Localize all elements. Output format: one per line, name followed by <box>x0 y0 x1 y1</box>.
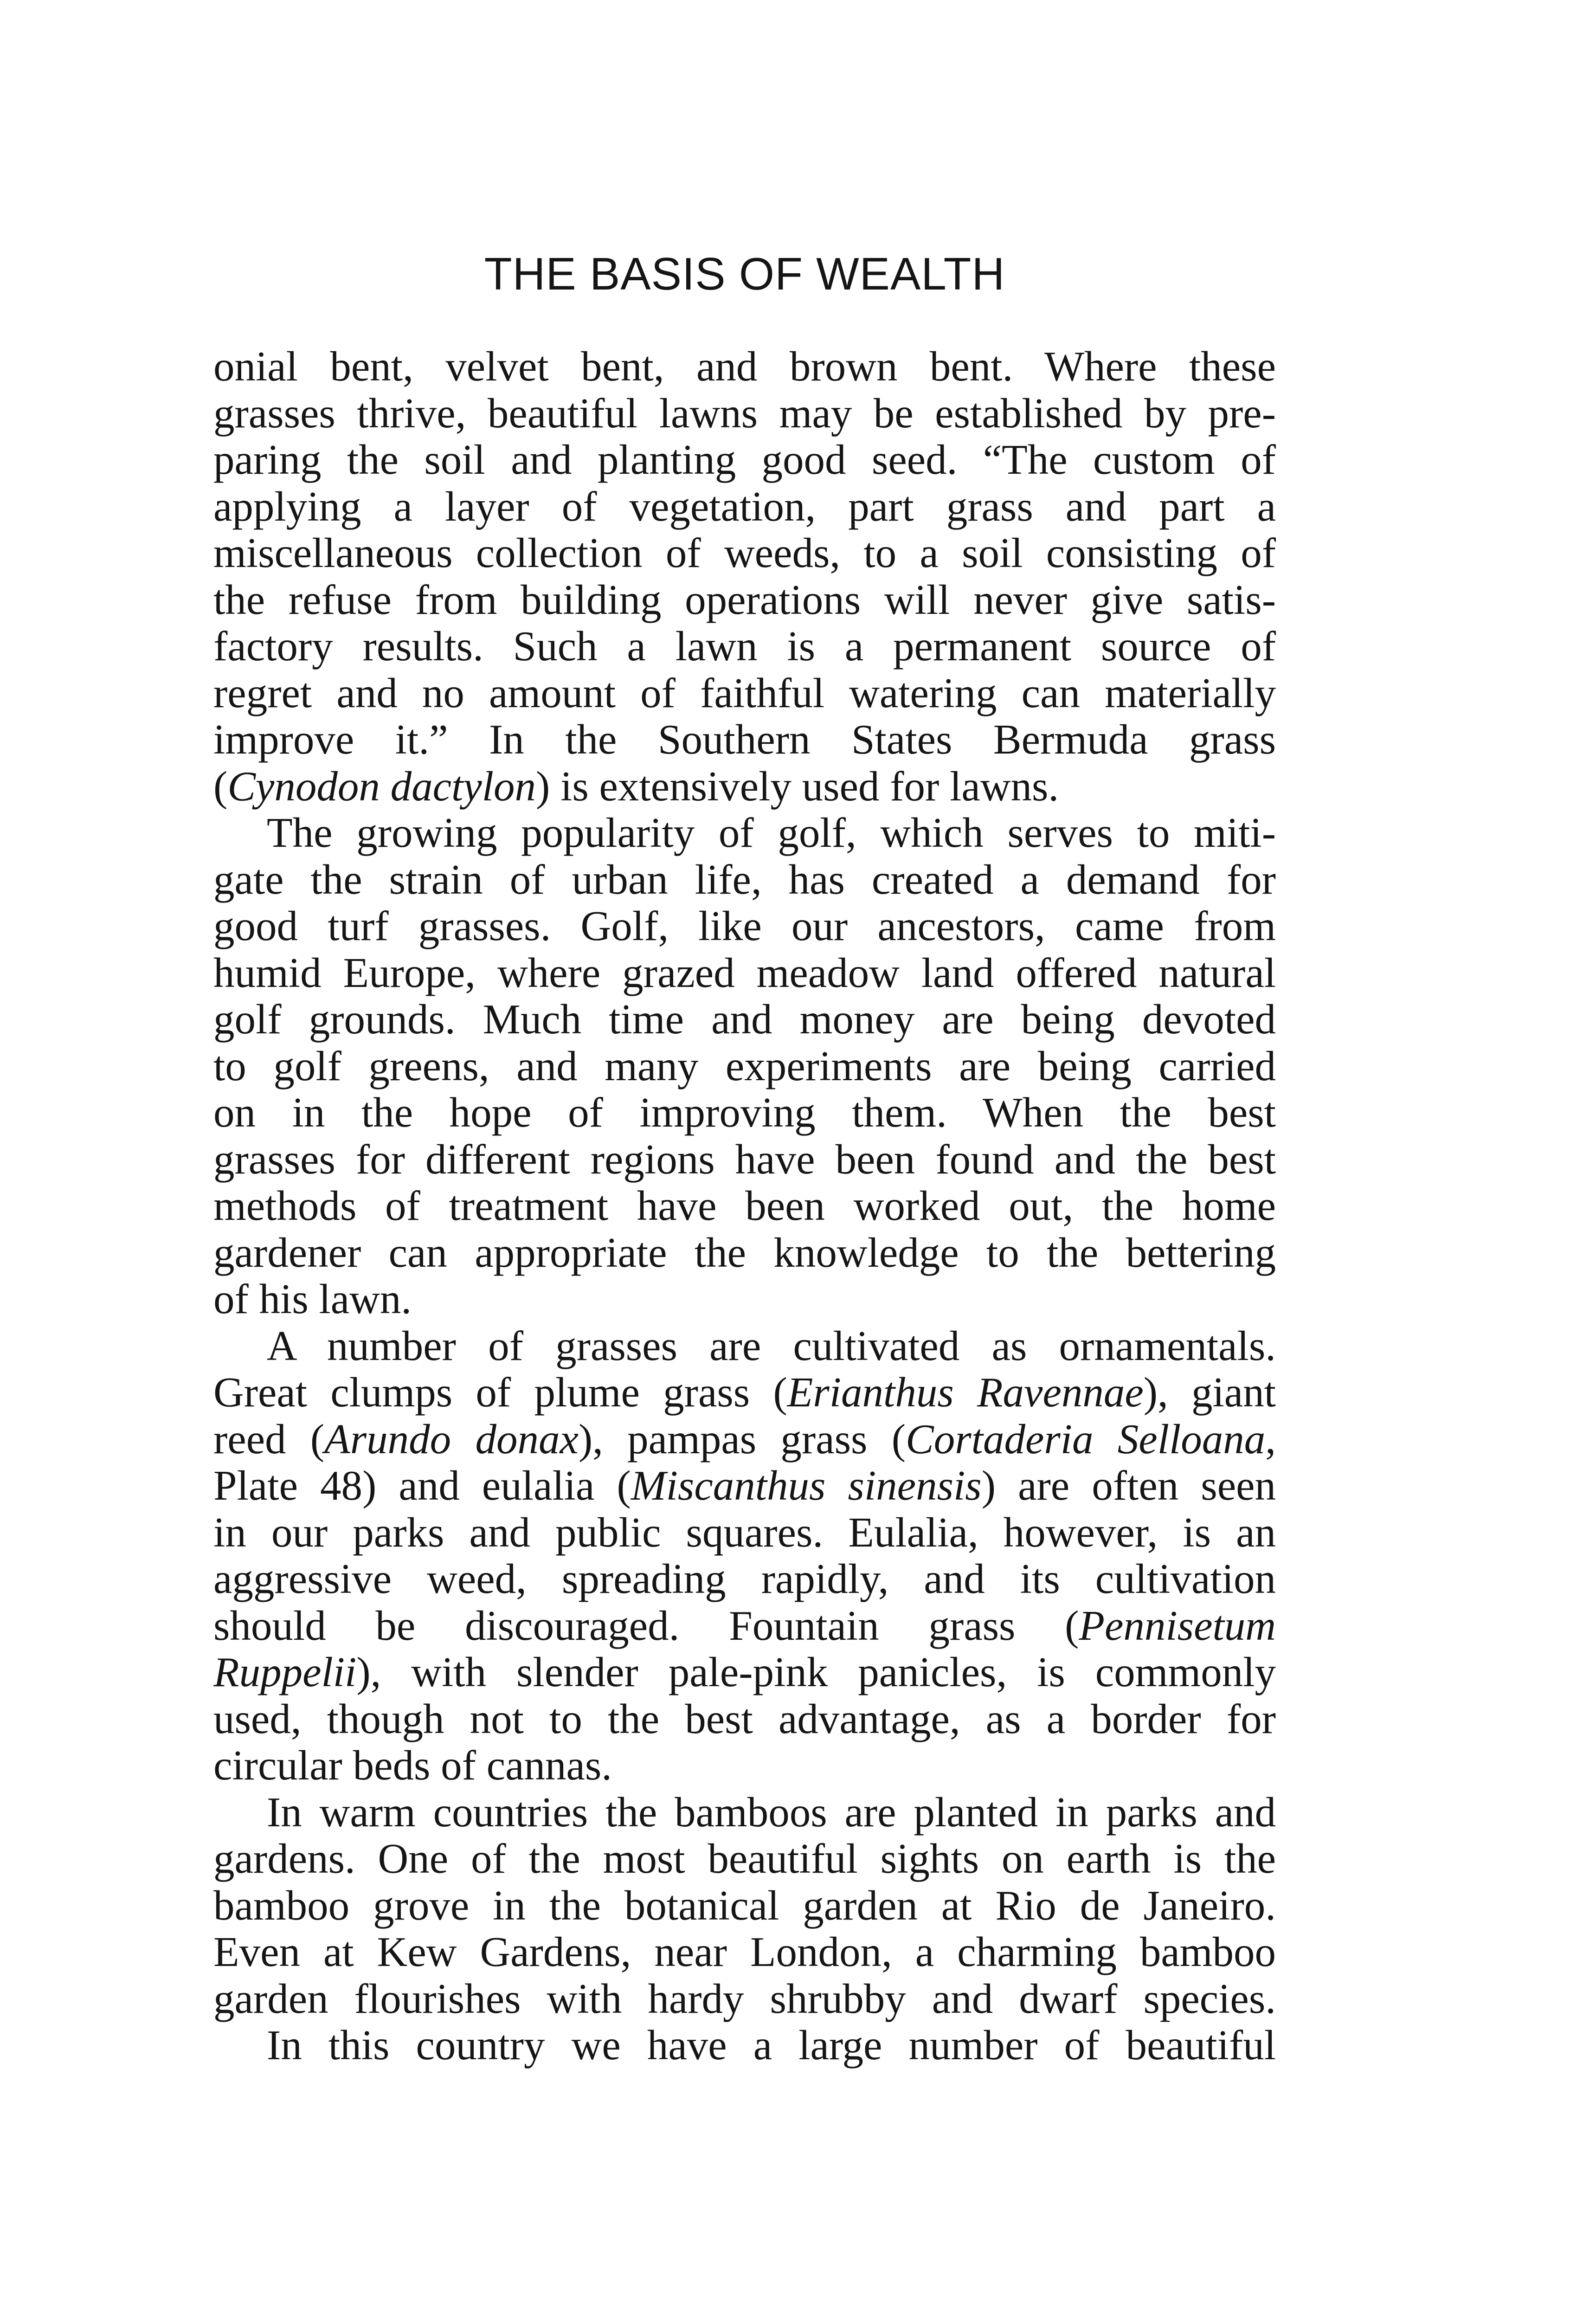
text-line: to golf greens, and many experiments are being carried <box>213 1043 1276 1089</box>
text-line: bamboo grove in the botanical garden at Rio de Janeiro. <box>213 1882 1276 1929</box>
text-line: should be discouraged. Fountain grass (Pennisetum <box>213 1602 1276 1649</box>
body-text <box>213 343 1276 2069</box>
text-line: reed (Arundo donax), pampas grass (Cortaderia Selloana, <box>213 1416 1276 1463</box>
running-head: THE BASIS OF WEALTH <box>484 248 1005 299</box>
text-line: miscellaneous collection of weeds, to a soil consisting of <box>213 530 1276 576</box>
text-line: methods of treatment have been worked out, the home <box>213 1183 1276 1229</box>
text-line: factory results. Such a lawn is a permanent source of <box>213 623 1276 670</box>
text-line: A number of grasses are cultivated as ornamentals. <box>267 1322 1276 1369</box>
text-line: aggressive weed, spreading rapidly, and its cultivation <box>213 1556 1276 1602</box>
text-line: Plate 48) and eulalia (Miscanthus sinensis) are often seen <box>213 1463 1276 1509</box>
text-line: on in the hope of improving them. When the best <box>213 1089 1276 1136</box>
text-line: Great clumps of plume grass (Erianthus Ravennae), giant <box>213 1369 1276 1416</box>
text-line: circular beds of cannas. <box>213 1742 612 1789</box>
text-line: improve it.” In the Southern States Bermuda grass <box>213 716 1276 763</box>
text-line: paring the soil and planting good seed. “The custom of <box>213 437 1276 483</box>
text-line: good turf grasses. Golf, like our ancestors, came from <box>213 903 1276 949</box>
text-line: grasses for different regions have been found and the best <box>213 1136 1276 1183</box>
text-line: gardens. One of the most beautiful sights on earth is the <box>213 1836 1276 1882</box>
text-line: In warm countries the bamboos are planted in parks and <box>267 1789 1276 1836</box>
text-line: Even at Kew Gardens, near London, a charming bamboo <box>213 1929 1276 1975</box>
text-line: humid Europe, where grazed meadow land offered natural <box>213 949 1276 996</box>
text-line: of his lawn. <box>213 1276 412 1322</box>
text-line: applying a layer of vegetation, part grass and part a <box>213 483 1276 530</box>
text-line: In this country we have a large number of beautiful <box>267 2022 1276 2069</box>
text-line: onial bent, velvet bent, and brown bent. Where these <box>213 343 1276 390</box>
text-line: in our parks and public squares. Eulalia, however, is an <box>213 1509 1276 1556</box>
text-line: regret and no amount of faithful watering can materially <box>213 670 1276 716</box>
text-line: Ruppelii), with slender pale-pink panicles, is commonly <box>213 1649 1276 1695</box>
text-line: golf grounds. Much time and money are being devoted <box>213 996 1276 1043</box>
text-line: gardener can appropriate the knowledge to the bettering <box>213 1229 1276 1276</box>
text-line: gate the strain of urban life, has created a demand for <box>213 856 1276 903</box>
text-line: garden flourishes with hardy shrubby and dwarf species. <box>213 1975 1276 2022</box>
text-line: grasses thrive, beautiful lawns may be established by pre- <box>213 390 1276 437</box>
text-line: (Cynodon dactylon) is extensively used for lawns. <box>213 763 1059 810</box>
text-line: used, though not to the best advantage, as a border for <box>213 1695 1276 1742</box>
text-line: the refuse from building operations will never give satis- <box>213 576 1276 623</box>
text-line: The growing popularity of golf, which serves to miti- <box>267 810 1276 856</box>
